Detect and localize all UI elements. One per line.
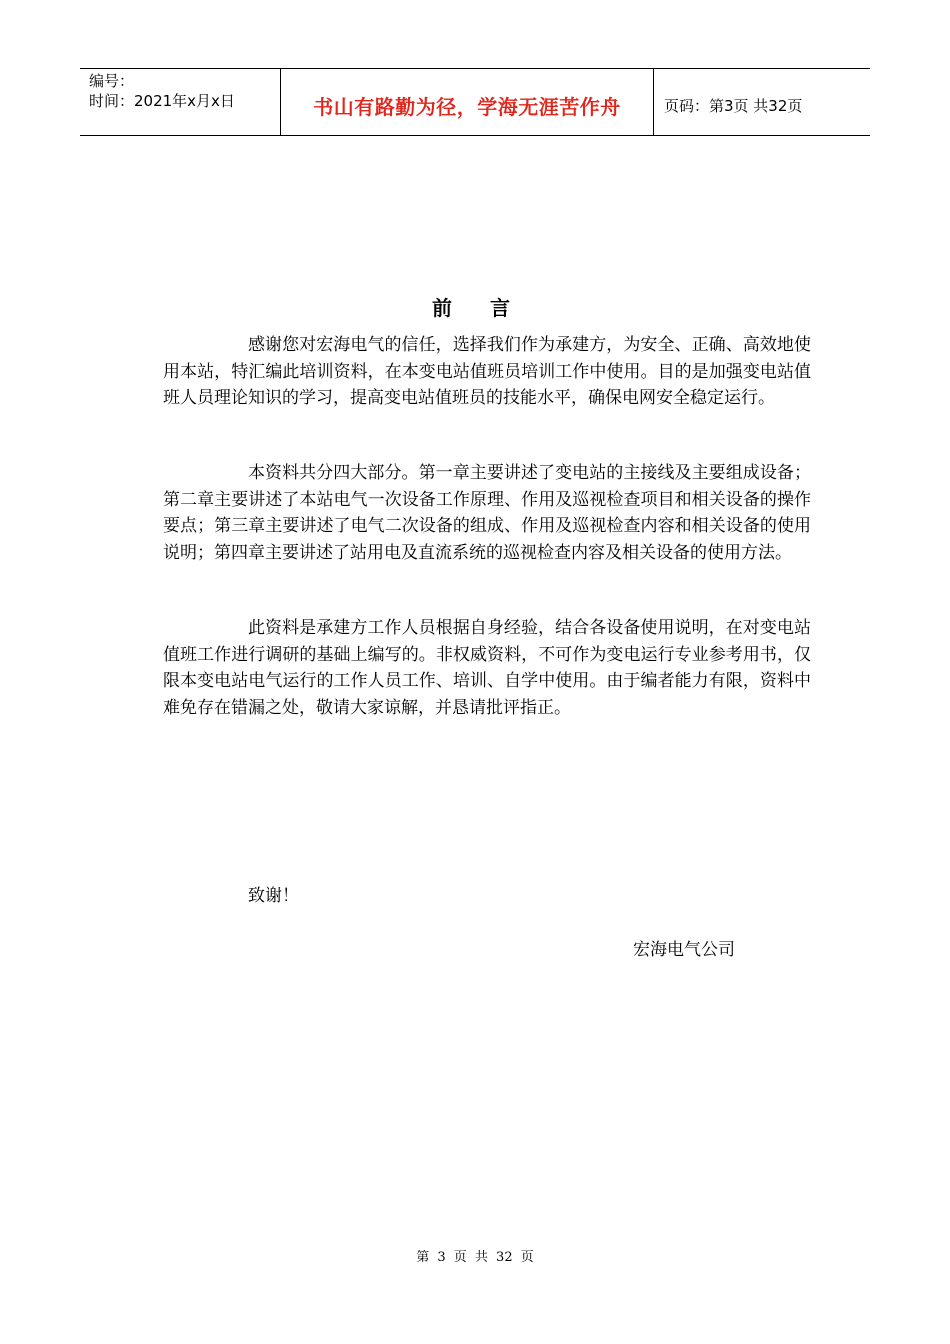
header-page-cell [654,69,870,135]
document-number-label: 编号： [89,72,135,90]
document-title: 前 言 [432,296,518,320]
header-motto: 书山有路勤为径，学海无涯苦作舟 [313,94,621,119]
header-meta-cell [80,69,281,135]
closing-thanks: 致谢！ [248,886,299,906]
header-page-info: 页码：第3页 共32页 [664,96,803,115]
company-signature: 宏海电气公司 [633,940,735,960]
paragraph-disclaimer: 此资料是承建方工作人员根据自身经验，结合各设备使用说明，在对变电站值班工作进行调研的基础上编写的。非权威资料，不可作为变电运行专业参考用书，仅限本变电站电气运行的工作人员工作、培训、自学中使用。由于编者能力有限，资料中难免存在错漏之处，敬请大家谅解，并恳请批评指正。 [163,618,811,718]
document-date-label: 时间：2021年x月x日 [89,92,235,110]
header-motto-cell [281,69,654,135]
paragraph-contents: 本资料共分四大部分。第一章主要讲述了变电站的主接线及主要组成设备；第二章主要讲述了本站电气一次设备工作原理、作用及巡视检查项目和相关设备的操作要点；第三章主要讲述了电气二次设备的组成、作用及巡视检查内容和相关设备的使用说明；第四章主要讲述了站用电及直流系统的巡视检查内容及相关设备的使用方法。 [163,463,811,563]
page-header [80,68,870,136]
paragraph-intro: 感谢您对宏海电气的信任，选择我们作为承建方，为安全、正确、高效地使用本站，特汇编此培训资料，在本变电站值班员培训工作中使用。目的是加强变电站值班人员理论知识的学习，提高变电站值班员的技能水平，确保电网安全稳定运行。 [163,335,811,408]
page-footer: 第 3 页 共 32 页 [416,1250,534,1265]
